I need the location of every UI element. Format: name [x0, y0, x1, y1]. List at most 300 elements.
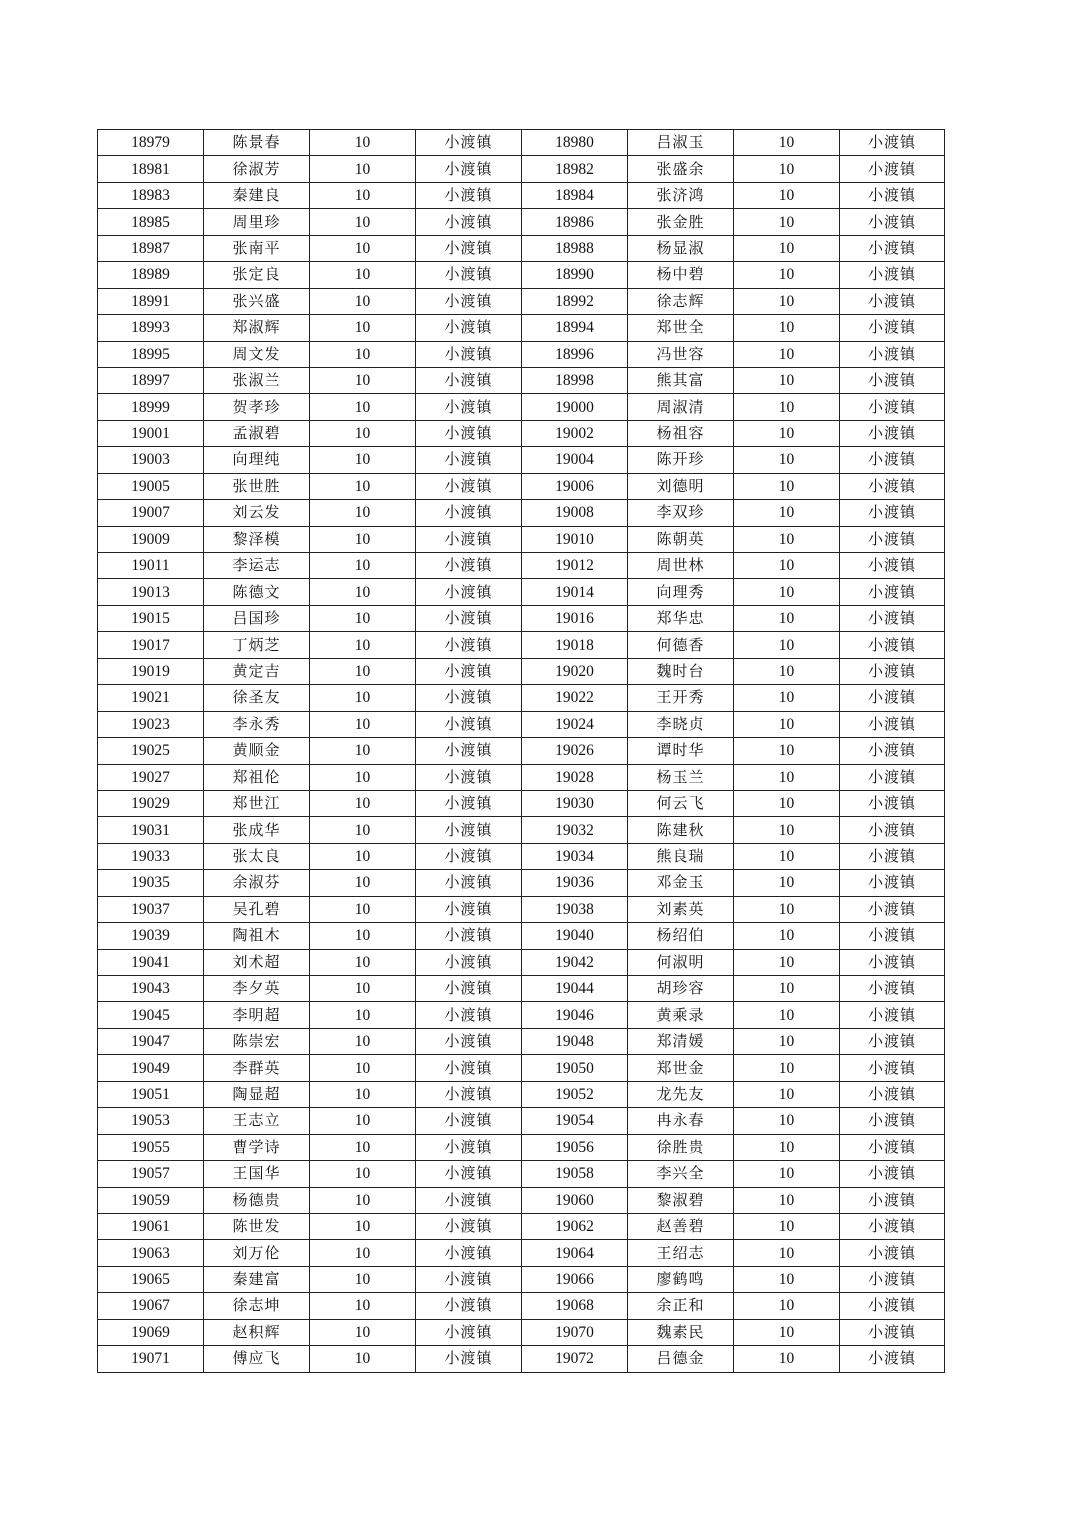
record-id-cell: 19022	[522, 685, 628, 711]
town-cell: 小渡镇	[416, 923, 522, 949]
town-cell: 小渡镇	[416, 1346, 522, 1372]
town-cell: 小渡镇	[840, 1108, 945, 1134]
count-cell: 10	[734, 949, 840, 975]
person-name-cell: 张兴盛	[204, 288, 310, 314]
record-id-cell: 18985	[98, 209, 204, 235]
table-row	[98, 579, 945, 605]
count-cell: 10	[734, 1161, 840, 1187]
count-cell: 10	[310, 394, 416, 420]
person-name-cell: 丁炳芝	[204, 632, 310, 658]
person-name-cell: 赵善碧	[628, 1213, 734, 1239]
town-cell: 小渡镇	[416, 130, 522, 156]
record-id-cell: 19051	[98, 1081, 204, 1107]
count-cell: 10	[310, 1161, 416, 1187]
person-name-cell: 魏素民	[628, 1319, 734, 1345]
record-id-cell: 19011	[98, 553, 204, 579]
person-name-cell: 徐胜贵	[628, 1134, 734, 1160]
person-name-cell: 杨显淑	[628, 235, 734, 261]
table-row	[98, 1293, 945, 1319]
person-name-cell: 熊良瑞	[628, 843, 734, 869]
record-id-cell: 18990	[522, 262, 628, 288]
record-id-cell: 18997	[98, 367, 204, 393]
town-cell: 小渡镇	[840, 1293, 945, 1319]
record-id-cell: 19034	[522, 843, 628, 869]
table-row	[98, 262, 945, 288]
record-id-cell: 18981	[98, 156, 204, 182]
town-cell: 小渡镇	[840, 843, 945, 869]
record-id-cell: 19021	[98, 685, 204, 711]
person-name-cell: 贺孝珍	[204, 394, 310, 420]
count-cell: 10	[734, 235, 840, 261]
table-row	[98, 1346, 945, 1372]
table-row	[98, 685, 945, 711]
record-id-cell: 19070	[522, 1319, 628, 1345]
count-cell: 10	[310, 1240, 416, 1266]
count-cell: 10	[310, 447, 416, 473]
count-cell: 10	[734, 1028, 840, 1054]
person-name-cell: 刘德明	[628, 473, 734, 499]
count-cell: 10	[310, 235, 416, 261]
record-id-cell: 19056	[522, 1134, 628, 1160]
count-cell: 10	[734, 1134, 840, 1160]
count-cell: 10	[734, 130, 840, 156]
person-name-cell: 李永秀	[204, 711, 310, 737]
table-row	[98, 632, 945, 658]
record-id-cell: 19007	[98, 500, 204, 526]
count-cell: 10	[310, 1319, 416, 1345]
count-cell: 10	[310, 1028, 416, 1054]
count-cell: 10	[310, 182, 416, 208]
town-cell: 小渡镇	[840, 658, 945, 684]
record-id-cell: 19069	[98, 1319, 204, 1345]
person-name-cell: 周世林	[628, 553, 734, 579]
record-id-cell: 19060	[522, 1187, 628, 1213]
person-name-cell: 王开秀	[628, 685, 734, 711]
town-cell: 小渡镇	[416, 764, 522, 790]
table-row	[98, 1134, 945, 1160]
count-cell: 10	[310, 288, 416, 314]
table-row	[98, 473, 945, 499]
table-row	[98, 923, 945, 949]
record-id-cell: 19042	[522, 949, 628, 975]
count-cell: 10	[310, 1108, 416, 1134]
table-row	[98, 341, 945, 367]
town-cell: 小渡镇	[416, 1002, 522, 1028]
person-name-cell: 邓金玉	[628, 870, 734, 896]
person-name-cell: 黄顺金	[204, 738, 310, 764]
town-cell: 小渡镇	[840, 790, 945, 816]
count-cell: 10	[310, 685, 416, 711]
town-cell: 小渡镇	[416, 367, 522, 393]
count-cell: 10	[734, 711, 840, 737]
record-id-cell: 19052	[522, 1081, 628, 1107]
record-id-cell: 19005	[98, 473, 204, 499]
town-cell: 小渡镇	[416, 632, 522, 658]
record-id-cell: 19037	[98, 896, 204, 922]
count-cell: 10	[310, 341, 416, 367]
person-name-cell: 周里珍	[204, 209, 310, 235]
record-id-cell: 19032	[522, 817, 628, 843]
count-cell: 10	[734, 1055, 840, 1081]
table-row	[98, 870, 945, 896]
person-name-cell: 徐志辉	[628, 288, 734, 314]
record-id-cell: 18986	[522, 209, 628, 235]
count-cell: 10	[310, 315, 416, 341]
town-cell: 小渡镇	[840, 553, 945, 579]
table-row	[98, 658, 945, 684]
town-cell: 小渡镇	[840, 685, 945, 711]
person-name-cell: 黄乘录	[628, 1002, 734, 1028]
table-row	[98, 420, 945, 446]
count-cell: 10	[734, 817, 840, 843]
record-id-cell: 19027	[98, 764, 204, 790]
record-id-cell: 19014	[522, 579, 628, 605]
record-id-cell: 19000	[522, 394, 628, 420]
town-cell: 小渡镇	[416, 209, 522, 235]
town-cell: 小渡镇	[416, 1266, 522, 1292]
count-cell: 10	[310, 1293, 416, 1319]
table-row	[98, 1319, 945, 1345]
town-cell: 小渡镇	[840, 1346, 945, 1372]
town-cell: 小渡镇	[416, 817, 522, 843]
record-id-cell: 19004	[522, 447, 628, 473]
person-name-cell: 李晓贞	[628, 711, 734, 737]
person-name-cell: 刘素英	[628, 896, 734, 922]
person-name-cell: 张南平	[204, 235, 310, 261]
person-name-cell: 张定良	[204, 262, 310, 288]
person-name-cell: 李运志	[204, 553, 310, 579]
person-name-cell: 冯世容	[628, 341, 734, 367]
table-row	[98, 367, 945, 393]
record-id-cell: 18999	[98, 394, 204, 420]
count-cell: 10	[310, 1346, 416, 1372]
record-id-cell: 19012	[522, 553, 628, 579]
table-row	[98, 500, 945, 526]
count-cell: 10	[310, 420, 416, 446]
count-cell: 10	[310, 1055, 416, 1081]
town-cell: 小渡镇	[416, 949, 522, 975]
person-name-cell: 李明超	[204, 1002, 310, 1028]
person-name-cell: 秦建富	[204, 1266, 310, 1292]
town-cell: 小渡镇	[416, 870, 522, 896]
record-id-cell: 19024	[522, 711, 628, 737]
town-cell: 小渡镇	[416, 447, 522, 473]
table-row	[98, 156, 945, 182]
table-row	[98, 288, 945, 314]
count-cell: 10	[734, 1213, 840, 1239]
person-name-cell: 刘云发	[204, 500, 310, 526]
record-id-cell: 18984	[522, 182, 628, 208]
town-cell: 小渡镇	[416, 1187, 522, 1213]
record-id-cell: 19053	[98, 1108, 204, 1134]
person-name-cell: 张淑兰	[204, 367, 310, 393]
town-cell: 小渡镇	[416, 473, 522, 499]
town-cell: 小渡镇	[416, 1293, 522, 1319]
count-cell: 10	[734, 288, 840, 314]
town-cell: 小渡镇	[416, 658, 522, 684]
record-id-cell: 19038	[522, 896, 628, 922]
count-cell: 10	[734, 209, 840, 235]
town-cell: 小渡镇	[416, 1134, 522, 1160]
record-id-cell: 19033	[98, 843, 204, 869]
town-cell: 小渡镇	[840, 605, 945, 631]
town-cell: 小渡镇	[416, 1240, 522, 1266]
town-cell: 小渡镇	[416, 1028, 522, 1054]
record-id-cell: 18989	[98, 262, 204, 288]
town-cell: 小渡镇	[416, 1319, 522, 1345]
person-name-cell: 陶显超	[204, 1081, 310, 1107]
person-name-cell: 吕德金	[628, 1346, 734, 1372]
record-id-cell: 18979	[98, 130, 204, 156]
person-name-cell: 王绍志	[628, 1240, 734, 1266]
town-cell: 小渡镇	[416, 526, 522, 552]
count-cell: 10	[310, 711, 416, 737]
table-row	[98, 235, 945, 261]
record-id-cell: 19050	[522, 1055, 628, 1081]
person-name-cell: 吴孔碧	[204, 896, 310, 922]
record-id-cell: 19047	[98, 1028, 204, 1054]
count-cell: 10	[734, 790, 840, 816]
count-cell: 10	[734, 553, 840, 579]
town-cell: 小渡镇	[416, 235, 522, 261]
person-name-cell: 赵积辉	[204, 1319, 310, 1345]
table-row	[98, 976, 945, 1002]
count-cell: 10	[310, 976, 416, 1002]
record-id-cell: 19001	[98, 420, 204, 446]
table-row	[98, 738, 945, 764]
record-id-cell: 19064	[522, 1240, 628, 1266]
count-cell: 10	[310, 923, 416, 949]
record-id-cell: 18991	[98, 288, 204, 314]
person-name-cell: 陈景春	[204, 130, 310, 156]
person-name-cell: 周文发	[204, 341, 310, 367]
count-cell: 10	[734, 182, 840, 208]
town-cell: 小渡镇	[416, 156, 522, 182]
town-cell: 小渡镇	[416, 790, 522, 816]
record-id-cell: 19036	[522, 870, 628, 896]
town-cell: 小渡镇	[416, 262, 522, 288]
town-cell: 小渡镇	[840, 1319, 945, 1345]
person-name-cell: 刘术超	[204, 949, 310, 975]
town-cell: 小渡镇	[416, 553, 522, 579]
town-cell: 小渡镇	[840, 817, 945, 843]
record-id-cell: 19009	[98, 526, 204, 552]
person-name-cell: 郑世金	[628, 1055, 734, 1081]
count-cell: 10	[734, 685, 840, 711]
town-cell: 小渡镇	[840, 896, 945, 922]
count-cell: 10	[734, 394, 840, 420]
town-cell: 小渡镇	[416, 711, 522, 737]
count-cell: 10	[734, 658, 840, 684]
table-row	[98, 1002, 945, 1028]
table-row	[98, 1240, 945, 1266]
count-cell: 10	[734, 1187, 840, 1213]
person-name-cell: 谭时华	[628, 738, 734, 764]
town-cell: 小渡镇	[840, 420, 945, 446]
town-cell: 小渡镇	[840, 156, 945, 182]
town-cell: 小渡镇	[416, 1081, 522, 1107]
table-row	[98, 1187, 945, 1213]
person-name-cell: 刘万伦	[204, 1240, 310, 1266]
town-cell: 小渡镇	[416, 896, 522, 922]
town-cell: 小渡镇	[416, 500, 522, 526]
person-name-cell: 徐淑芳	[204, 156, 310, 182]
person-name-cell: 曹学诗	[204, 1134, 310, 1160]
record-id-cell: 19025	[98, 738, 204, 764]
town-cell: 小渡镇	[840, 870, 945, 896]
record-id-cell: 19043	[98, 976, 204, 1002]
count-cell: 10	[734, 1293, 840, 1319]
record-id-cell: 18994	[522, 315, 628, 341]
count-cell: 10	[310, 1266, 416, 1292]
count-cell: 10	[310, 605, 416, 631]
person-name-cell: 熊其富	[628, 367, 734, 393]
record-id-cell: 18980	[522, 130, 628, 156]
town-cell: 小渡镇	[840, 182, 945, 208]
person-name-cell: 冉永春	[628, 1108, 734, 1134]
table-row	[98, 605, 945, 631]
record-id-cell: 19058	[522, 1161, 628, 1187]
record-id-cell: 19055	[98, 1134, 204, 1160]
record-id-cell: 19044	[522, 976, 628, 1002]
record-id-cell: 18983	[98, 182, 204, 208]
person-name-cell: 胡珍容	[628, 976, 734, 1002]
count-cell: 10	[310, 1134, 416, 1160]
town-cell: 小渡镇	[840, 473, 945, 499]
record-id-cell: 18995	[98, 341, 204, 367]
record-id-cell: 19017	[98, 632, 204, 658]
record-id-cell: 19067	[98, 1293, 204, 1319]
town-cell: 小渡镇	[840, 315, 945, 341]
count-cell: 10	[310, 1081, 416, 1107]
town-cell: 小渡镇	[840, 923, 945, 949]
person-name-cell: 陈建秋	[628, 817, 734, 843]
town-cell: 小渡镇	[840, 632, 945, 658]
record-id-cell: 19019	[98, 658, 204, 684]
count-cell: 10	[310, 817, 416, 843]
person-name-cell: 傅应飞	[204, 1346, 310, 1372]
town-cell: 小渡镇	[416, 976, 522, 1002]
roster-table-body	[98, 130, 945, 1373]
count-cell: 10	[310, 1002, 416, 1028]
person-name-cell: 陈德文	[204, 579, 310, 605]
person-name-cell: 徐圣友	[204, 685, 310, 711]
person-name-cell: 杨绍伯	[628, 923, 734, 949]
person-name-cell: 孟淑碧	[204, 420, 310, 446]
person-name-cell: 余淑芬	[204, 870, 310, 896]
count-cell: 10	[734, 1002, 840, 1028]
count-cell: 10	[310, 738, 416, 764]
person-name-cell: 张金胜	[628, 209, 734, 235]
count-cell: 10	[734, 156, 840, 182]
person-name-cell: 黎泽模	[204, 526, 310, 552]
person-name-cell: 郑淑辉	[204, 315, 310, 341]
person-name-cell: 陈崇宏	[204, 1028, 310, 1054]
record-id-cell: 18993	[98, 315, 204, 341]
record-id-cell: 19048	[522, 1028, 628, 1054]
town-cell: 小渡镇	[840, 394, 945, 420]
town-cell: 小渡镇	[416, 394, 522, 420]
record-id-cell: 19003	[98, 447, 204, 473]
count-cell: 10	[734, 605, 840, 631]
count-cell: 10	[734, 1319, 840, 1345]
table-row	[98, 790, 945, 816]
person-name-cell: 李兴全	[628, 1161, 734, 1187]
record-id-cell: 19015	[98, 605, 204, 631]
person-name-cell: 廖鹤鸣	[628, 1266, 734, 1292]
person-name-cell: 杨中碧	[628, 262, 734, 288]
person-name-cell: 张世胜	[204, 473, 310, 499]
record-id-cell: 19030	[522, 790, 628, 816]
record-id-cell: 19065	[98, 1266, 204, 1292]
town-cell: 小渡镇	[840, 949, 945, 975]
table-row	[98, 526, 945, 552]
count-cell: 10	[310, 949, 416, 975]
record-id-cell: 19049	[98, 1055, 204, 1081]
person-name-cell: 杨祖容	[628, 420, 734, 446]
person-name-cell: 张太良	[204, 843, 310, 869]
town-cell: 小渡镇	[840, 209, 945, 235]
town-cell: 小渡镇	[416, 1108, 522, 1134]
person-name-cell: 陈朝英	[628, 526, 734, 552]
town-cell: 小渡镇	[840, 526, 945, 552]
count-cell: 10	[734, 315, 840, 341]
count-cell: 10	[734, 896, 840, 922]
person-name-cell: 黄定吉	[204, 658, 310, 684]
record-id-cell: 19023	[98, 711, 204, 737]
town-cell: 小渡镇	[840, 1187, 945, 1213]
town-cell: 小渡镇	[416, 1055, 522, 1081]
record-id-cell: 19006	[522, 473, 628, 499]
record-id-cell: 19061	[98, 1213, 204, 1239]
person-name-cell: 王国华	[204, 1161, 310, 1187]
town-cell: 小渡镇	[840, 1213, 945, 1239]
record-id-cell: 19072	[522, 1346, 628, 1372]
table-row	[98, 711, 945, 737]
town-cell: 小渡镇	[416, 315, 522, 341]
count-cell: 10	[310, 764, 416, 790]
person-name-cell: 吕国珍	[204, 605, 310, 631]
table-row	[98, 764, 945, 790]
count-cell: 10	[734, 262, 840, 288]
town-cell: 小渡镇	[840, 262, 945, 288]
record-id-cell: 19045	[98, 1002, 204, 1028]
record-id-cell: 19010	[522, 526, 628, 552]
record-id-cell: 19008	[522, 500, 628, 526]
count-cell: 10	[310, 1187, 416, 1213]
person-name-cell: 郑祖伦	[204, 764, 310, 790]
town-cell: 小渡镇	[840, 1134, 945, 1160]
person-name-cell: 龙先友	[628, 1081, 734, 1107]
count-cell: 10	[734, 1108, 840, 1134]
person-name-cell: 郑华忠	[628, 605, 734, 631]
town-cell: 小渡镇	[416, 579, 522, 605]
person-name-cell: 徐志坤	[204, 1293, 310, 1319]
count-cell: 10	[310, 843, 416, 869]
record-id-cell: 19026	[522, 738, 628, 764]
count-cell: 10	[734, 976, 840, 1002]
town-cell: 小渡镇	[840, 711, 945, 737]
table-row	[98, 1055, 945, 1081]
table-row	[98, 1213, 945, 1239]
person-name-cell: 李夕英	[204, 976, 310, 1002]
count-cell: 10	[310, 553, 416, 579]
count-cell: 10	[734, 632, 840, 658]
table-row	[98, 182, 945, 208]
record-id-cell: 19020	[522, 658, 628, 684]
person-name-cell: 陈开珍	[628, 447, 734, 473]
person-name-cell: 何德香	[628, 632, 734, 658]
